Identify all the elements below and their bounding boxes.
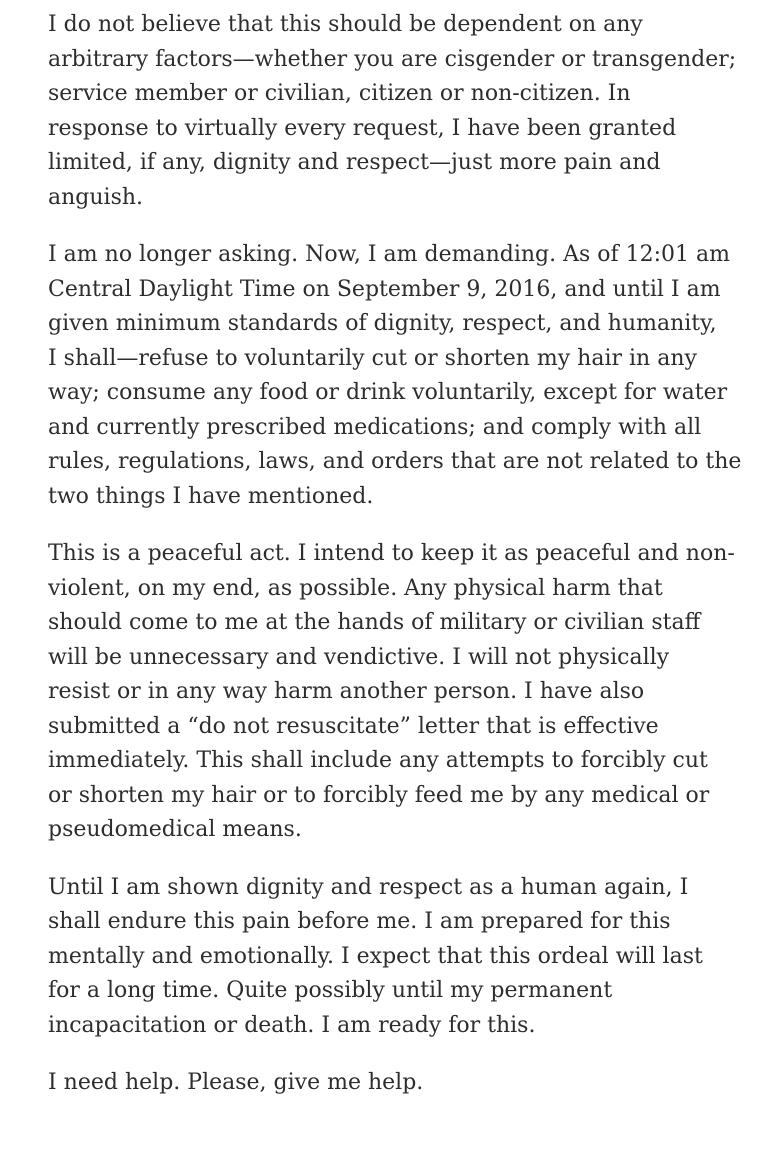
text-line: and currently prescribed medications; and comply with all xyxy=(48,414,702,440)
text-line: given minimum standards of dignity, respect, and humanity, xyxy=(48,311,717,336)
text-line: I do not believe that this should be dependent on any xyxy=(48,12,643,37)
text-line: I need help. Please, give me help. xyxy=(48,1070,424,1095)
text-line: pseudomedical means. xyxy=(48,817,302,842)
text-line: This is a peaceful act. I intend to keep it as peaceful and non- xyxy=(48,541,735,566)
text-line: should come to me at the hands of military or civilian staff xyxy=(48,610,701,635)
paragraph-3 xyxy=(48,537,760,848)
text-line: Until I am shown dignity and respect as a human again, I xyxy=(48,874,689,900)
text-line: anguish. xyxy=(48,184,144,210)
text-line: will be unnecessary and vendictive. I will not physically xyxy=(48,644,670,670)
text-line: service member or civilian, citizen or non-citizen. In xyxy=(48,81,631,106)
text-line: resist or in any way harm another person. I have also xyxy=(48,679,645,704)
text-line: submitted a “do not resuscitate” letter that is effective xyxy=(48,713,659,739)
text-line: I am no longer asking. Now, I am demanding. As of 12:01 am xyxy=(48,242,731,267)
text-line: rules, regulations, laws, and orders that are not related to the xyxy=(48,449,742,474)
text-line: arbitrary factors—whether you are cisgender or transgender; xyxy=(48,46,737,72)
text-line: Central Daylight Time on September 9, 2016, and until I am xyxy=(48,276,721,302)
text-line: violent, on my end, as possible. Any physical harm that xyxy=(48,575,663,601)
text-line: way; consume any food or drink voluntarily, except for water xyxy=(48,380,728,405)
paragraph-4 xyxy=(48,871,760,1044)
text-line: two things I have mentioned. xyxy=(48,483,374,509)
paragraph-1 xyxy=(48,8,760,215)
text-line: shall endure this pain before me. I am prepared for this xyxy=(48,909,671,934)
text-line: mentally and emotionally. I expect that this ordeal will last xyxy=(48,943,703,969)
text-line: incapacitation or death. I am ready for this. xyxy=(48,1012,536,1038)
paragraph-2 xyxy=(48,238,760,514)
text-line: immediately. This shall include any attempts to forcibly cut xyxy=(48,748,708,773)
text-line: limited, if any, dignity and respect—just more pain and xyxy=(48,150,661,175)
letter-body xyxy=(48,8,760,1124)
text-line: I shall—refuse to voluntarily cut or shorten my hair in any xyxy=(48,345,697,371)
text-line: or shorten my hair or to forcibly feed me by any medical or xyxy=(48,782,710,808)
text-line: for a long time. Quite possibly until my permanent xyxy=(48,978,613,1003)
paragraph-5 xyxy=(48,1066,760,1101)
text-line: response to virtually every request, I have been granted xyxy=(48,115,677,141)
